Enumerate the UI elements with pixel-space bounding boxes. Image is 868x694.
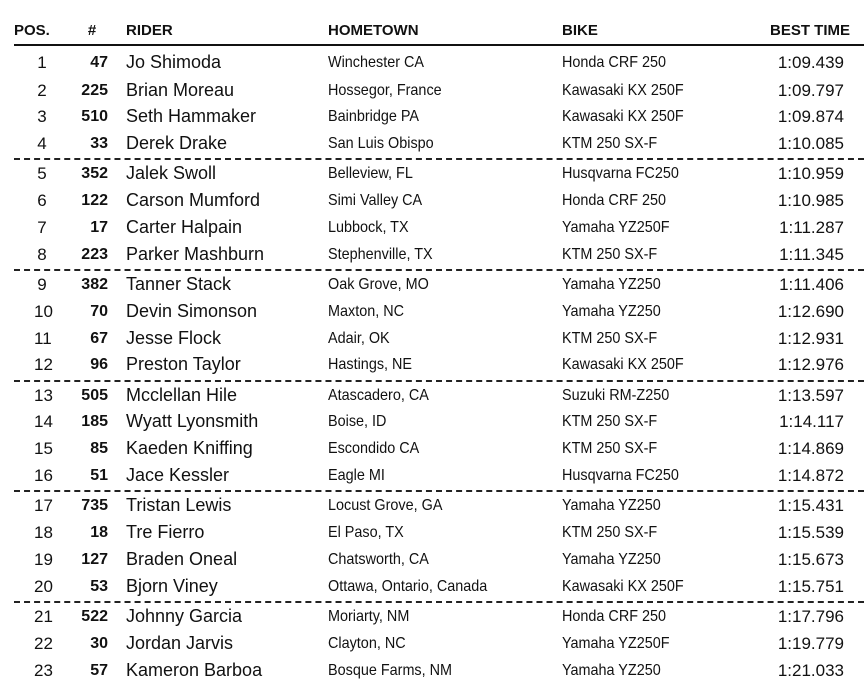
row-best-time: 1:12.976 (777, 355, 844, 374)
row-bike: Kawasaki KX 250F (562, 356, 684, 373)
row-hometown: Ottawa, Ontario, Canada (328, 578, 488, 595)
row-number: 47 (90, 54, 108, 71)
row-bike: Yamaha YZ250F (562, 635, 670, 652)
table-header (0, 16, 868, 43)
row-best-time: 1:13.597 (777, 386, 844, 405)
row-pos: 18 (34, 523, 53, 542)
row-best-time: 1:10.085 (777, 134, 844, 153)
row-pos: 14 (34, 412, 53, 431)
table-row (0, 382, 868, 409)
row-hometown: Belleview, FL (328, 165, 413, 182)
table-row (0, 214, 868, 241)
row-bike: Kawasaki KX 250F (562, 108, 684, 125)
row-pos: 15 (34, 439, 53, 458)
row-best-time: 1:11.287 (779, 218, 844, 237)
row-bike: Husqvarna FC250 (562, 165, 679, 182)
row-number: 122 (81, 192, 108, 209)
row-pos: 5 (37, 164, 47, 183)
row-number: 522 (81, 608, 108, 625)
row-number: 382 (81, 276, 108, 293)
row-number: 18 (90, 524, 108, 541)
row-pos: 7 (37, 218, 47, 237)
row-best-time: 1:09.439 (777, 53, 844, 72)
row-hometown: Clayton, NC (328, 635, 406, 652)
table-row (0, 103, 868, 130)
row-pos: 11 (34, 329, 52, 348)
row-rider: Mcclellan Hile (126, 385, 238, 405)
row-pos: 10 (34, 302, 53, 321)
row-best-time: 1:14.869 (777, 439, 844, 458)
row-number: 85 (90, 440, 108, 457)
row-pos: 3 (37, 107, 47, 126)
row-best-time: 1:17.796 (777, 607, 844, 626)
row-number: 53 (90, 578, 108, 595)
row-bike: KTM 250 SX-F (562, 246, 658, 263)
row-number: 510 (81, 108, 108, 125)
table-row (0, 408, 868, 435)
row-hometown: Chatsworth, CA (328, 551, 429, 568)
row-rider: Seth Hammaker (126, 106, 257, 126)
table-row (0, 49, 868, 76)
row-hometown: Hastings, NE (328, 356, 413, 373)
table-row (0, 492, 868, 519)
row-number: 51 (90, 467, 108, 484)
row-number: 505 (81, 387, 108, 404)
table-row (0, 657, 868, 684)
row-hometown: Moriarty, NM (328, 608, 410, 625)
table-row (0, 546, 868, 573)
row-pos: 4 (37, 134, 47, 153)
row-rider: Jesse Flock (126, 328, 222, 348)
table-row (0, 187, 868, 214)
row-pos: 8 (37, 245, 47, 264)
row-best-time: 1:09.874 (777, 107, 844, 126)
row-rider: Parker Mashburn (126, 244, 265, 264)
row-bike: KTM 250 SX-F (562, 440, 658, 457)
row-best-time: 1:15.673 (777, 550, 844, 569)
row-pos: 16 (34, 466, 53, 485)
row-bike: Honda CRF 250 (562, 192, 667, 209)
row-best-time: 1:14.117 (779, 412, 844, 431)
row-bike: KTM 250 SX-F (562, 413, 658, 430)
table-row (0, 298, 868, 325)
header-number: # (87, 22, 97, 39)
row-bike: KTM 250 SX-F (562, 330, 658, 347)
row-pos: 2 (37, 81, 47, 100)
row-number: 225 (81, 82, 108, 99)
table-row (0, 241, 868, 268)
row-rider: Carter Halpain (126, 217, 243, 237)
row-bike: Suzuki RM-Z250 (562, 387, 670, 404)
row-rider: Brian Moreau (126, 80, 235, 100)
row-rider: Kaeden Kniffing (126, 438, 253, 458)
row-pos: 22 (34, 634, 53, 653)
row-hometown: Winchester CA (328, 54, 425, 71)
row-best-time: 1:09.797 (777, 81, 844, 100)
row-bike: Kawasaki KX 250F (562, 578, 684, 595)
row-hometown: Locust Grove, GA (328, 497, 443, 514)
row-rider: Carson Mumford (126, 190, 261, 210)
row-number: 70 (90, 303, 108, 320)
table-row (0, 351, 868, 378)
row-best-time: 1:19.779 (777, 634, 844, 653)
row-rider: Tanner Stack (126, 274, 232, 294)
row-hometown: Stephenville, TX (328, 246, 433, 263)
row-hometown: Simi Valley CA (328, 192, 423, 209)
header-hometown: HOMETOWN (328, 22, 419, 39)
row-bike: Husqvarna FC250 (562, 467, 679, 484)
row-hometown: Adair, OK (328, 330, 390, 347)
row-pos: 17 (34, 496, 53, 515)
table-row (0, 130, 868, 157)
row-pos: 1 (37, 53, 47, 72)
row-hometown: Bainbridge PA (328, 108, 419, 125)
row-pos: 23 (34, 661, 53, 680)
row-hometown: Atascadero, CA (328, 387, 429, 404)
row-bike: Yamaha YZ250 (562, 662, 661, 679)
table-row (0, 462, 868, 489)
row-best-time: 1:15.751 (777, 577, 844, 596)
row-best-time: 1:12.931 (777, 329, 844, 348)
row-pos: 12 (34, 355, 53, 374)
row-bike: Yamaha YZ250 (562, 303, 661, 320)
row-best-time: 1:21.033 (777, 661, 844, 680)
row-hometown: Lubbock, TX (328, 219, 409, 236)
row-hometown: Bosque Farms, NM (328, 662, 453, 679)
row-bike: Yamaha YZ250 (562, 551, 661, 568)
row-pos: 6 (37, 191, 47, 210)
row-number: 33 (90, 135, 108, 152)
row-rider: Johnny Garcia (126, 606, 243, 626)
table-row (0, 325, 868, 352)
row-rider: Devin Simonson (126, 301, 258, 321)
row-pos: 19 (34, 550, 53, 569)
row-best-time: 1:14.872 (777, 466, 844, 485)
row-best-time: 1:10.959 (777, 164, 844, 183)
group-divider (14, 490, 864, 492)
row-rider: Bjorn Viney (126, 576, 218, 596)
table-row (0, 630, 868, 657)
row-hometown: Maxton, NC (328, 303, 405, 320)
row-hometown: Eagle MI (328, 467, 385, 484)
row-bike: KTM 250 SX-F (562, 135, 658, 152)
row-pos: 9 (37, 275, 47, 294)
row-bike: Honda CRF 250 (562, 54, 667, 71)
table-row (0, 573, 868, 600)
row-number: 185 (81, 413, 108, 430)
row-best-time: 1:15.431 (777, 496, 844, 515)
table-row (0, 160, 868, 187)
row-number: 57 (90, 662, 108, 679)
row-best-time: 1:15.539 (777, 523, 844, 542)
row-rider: Braden Oneal (126, 549, 238, 569)
row-bike: Kawasaki KX 250F (562, 82, 684, 99)
row-rider: Derek Drake (126, 133, 228, 153)
header-best-time: BEST TIME (769, 22, 850, 39)
row-bike: Yamaha YZ250 (562, 497, 661, 514)
header-rider: RIDER (126, 22, 173, 39)
table-row (0, 603, 868, 630)
header-bike: BIKE (562, 22, 598, 39)
row-rider: Tre Fierro (126, 522, 205, 542)
row-number: 223 (81, 246, 108, 263)
row-best-time: 1:10.985 (777, 191, 844, 210)
group-divider (14, 380, 864, 382)
row-hometown: Oak Grove, MO (328, 276, 429, 293)
row-rider: Tristan Lewis (126, 495, 232, 515)
table-row (0, 435, 868, 462)
row-number: 735 (81, 497, 108, 514)
row-rider: Kameron Barboa (126, 660, 263, 680)
row-best-time: 1:11.406 (779, 275, 844, 294)
row-bike: Honda CRF 250 (562, 608, 667, 625)
row-number: 127 (81, 551, 108, 568)
row-rider: Jordan Jarvis (126, 633, 234, 653)
row-pos: 13 (34, 386, 53, 405)
header-pos: POS. (14, 22, 50, 39)
row-hometown: Hossegor, France (328, 82, 442, 99)
table-row (0, 519, 868, 546)
row-bike: Yamaha YZ250 (562, 276, 661, 293)
row-rider: Jalek Swoll (126, 163, 217, 183)
row-rider: Jace Kessler (126, 465, 230, 485)
header-divider (14, 44, 864, 46)
row-best-time: 1:12.690 (777, 302, 844, 321)
row-number: 67 (90, 330, 108, 347)
row-rider: Jo Shimoda (126, 52, 222, 72)
row-rider: Wyatt Lyonsmith (126, 411, 259, 431)
row-number: 96 (90, 356, 108, 373)
row-hometown: Boise, ID (328, 413, 387, 430)
row-number: 17 (90, 219, 108, 236)
row-pos: 20 (34, 577, 53, 596)
group-divider (14, 601, 864, 603)
row-number: 352 (81, 165, 108, 182)
table-row (0, 77, 868, 104)
row-pos: 21 (34, 607, 53, 626)
row-number: 30 (90, 635, 108, 652)
row-rider: Preston Taylor (126, 354, 241, 374)
group-divider (14, 269, 864, 271)
row-hometown: El Paso, TX (328, 524, 404, 541)
row-best-time: 1:11.345 (779, 245, 844, 264)
row-bike: Yamaha YZ250F (562, 219, 670, 236)
row-bike: KTM 250 SX-F (562, 524, 658, 541)
group-divider (14, 158, 864, 160)
row-hometown: Escondido CA (328, 440, 420, 457)
table-row (0, 271, 868, 298)
row-hometown: San Luis Obispo (328, 135, 434, 152)
